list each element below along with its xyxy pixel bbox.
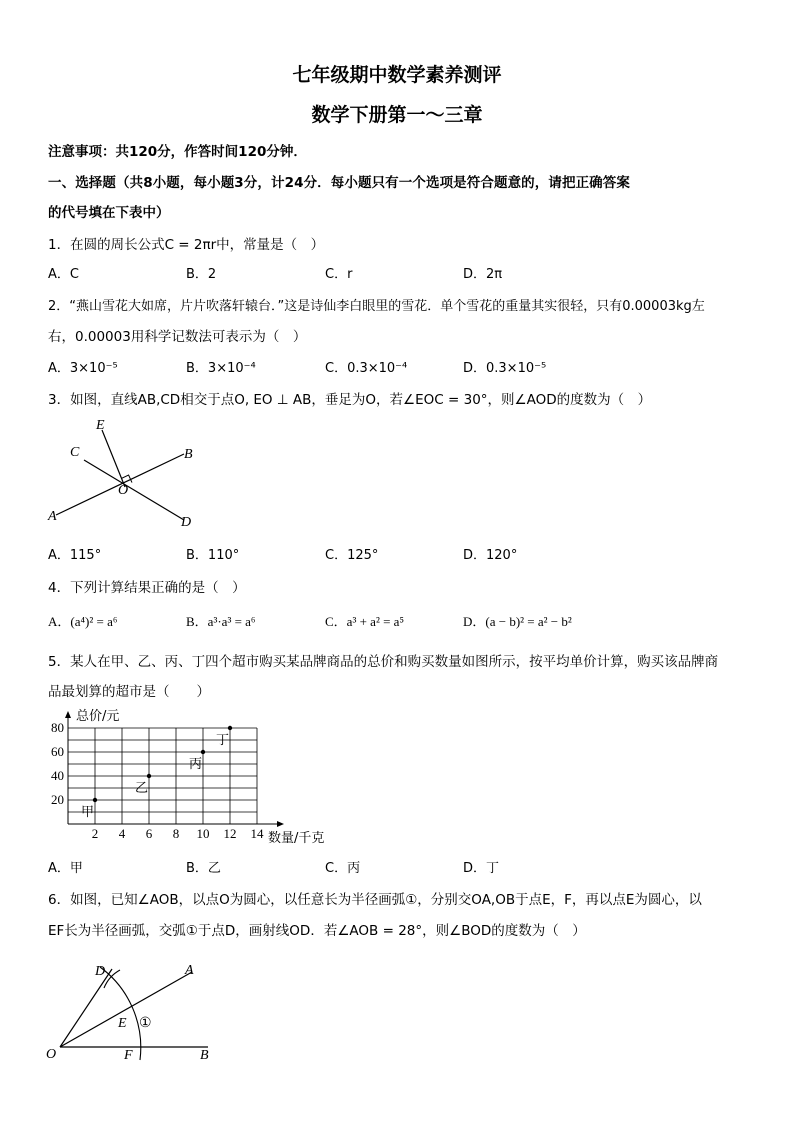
q3-option-a: A．115°	[48, 548, 102, 563]
y-tick-label: 20	[51, 792, 64, 807]
label-b: B	[200, 1048, 209, 1063]
q6-stem-line1: 6．如图，已知∠AOB，以点O为圆心，以任意长为半径画弧①，分别交OA,OB于点E，F，再以点E为圆心，以	[48, 892, 702, 908]
section-heading-line1: 一、选择题（共8小题，每小题3分，计24分．每小题只有一个选项是符合题意的，请把正确答案	[48, 175, 630, 191]
q4-option-d: D．(a − b)² = a² − b²	[463, 614, 572, 629]
x-axis-arrow	[277, 821, 284, 827]
q1-option-a: A．C	[48, 267, 79, 282]
notice: 注意事项：共120分，作答时间120分钟．	[48, 144, 307, 160]
x-tick-label: 12	[223, 826, 237, 841]
q5-stem-line1: 5．某人在甲、乙、丙、丁四个超市购买某品牌商品的总价和购买数量如图所示，按平均单价计算，购买该品牌商	[48, 654, 719, 670]
label-e: E	[118, 1016, 127, 1031]
y-tick-label: 40	[51, 768, 64, 783]
label-o: O	[118, 483, 129, 498]
q5-option-b: B．乙	[186, 861, 221, 876]
label-e: E	[96, 418, 105, 433]
q6-stem-line2: EF长为半径画弧，交弧①于点D，画射线OD．若∠AOB = 28°，则∠BOD的度数为（ ）	[48, 923, 586, 939]
line-cd	[84, 460, 184, 520]
q5-chart	[40, 702, 340, 852]
data-point	[201, 750, 205, 754]
chart-ticks	[51, 720, 264, 841]
label-f: F	[124, 1048, 133, 1063]
q4-option-c: C．a³ + a² = a⁵	[325, 614, 404, 629]
point-label: 乙	[135, 781, 149, 796]
section-heading-line2: 的代号填在下表中）	[48, 205, 170, 221]
y-tick-label: 60	[51, 744, 64, 759]
q4-stem: 4．下列计算结果正确的是（ ）	[48, 580, 246, 596]
q4-option-b: B．a³·a³ = a⁶	[186, 614, 256, 629]
label-arc-1: ①	[139, 1016, 152, 1031]
q2-option-b: B．3×10⁻⁴	[186, 361, 256, 376]
q3-option-b: B．110°	[186, 548, 240, 563]
x-tick-label: 2	[91, 826, 99, 841]
exam-subtitle: 数学下册第一～三章	[311, 104, 483, 126]
q3-figure	[44, 412, 214, 532]
data-point	[228, 726, 232, 730]
exam-title: 七年级期中数学素养测评	[292, 64, 502, 86]
q1-stem: 1．在圆的周长公式C = 2πr中，常量是（ ）	[48, 237, 325, 253]
q2-option-c: C．0.3×10⁻⁴	[325, 361, 408, 376]
data-point	[147, 774, 151, 778]
q2-stem-line1: 2．“燕山雪花大如席，片片吹落轩辕台．”这是诗仙李白眼里的雪花．单个雪花的重量其实很轻，只有0.00003kg左	[48, 299, 705, 314]
ray-oa	[60, 972, 192, 1047]
chart-axes	[65, 711, 284, 827]
q1-option-d: D．2π	[463, 267, 503, 282]
label-a: A	[185, 963, 194, 978]
label-b: B	[184, 447, 193, 462]
arc-1	[100, 967, 141, 1060]
label-o: O	[46, 1047, 57, 1062]
x-tick-label: 8	[172, 826, 180, 841]
label-d: D	[95, 964, 106, 979]
q3-option-c: C．125°	[325, 548, 379, 563]
q5-option-c: C．丙	[325, 861, 361, 876]
label-c: C	[70, 445, 80, 460]
q5-option-a: A．甲	[48, 861, 83, 876]
label-d: D	[181, 515, 192, 530]
q4-option-a: A．(a⁴)² = a⁶	[48, 614, 118, 629]
q3-option-d: D．120°	[463, 548, 518, 563]
data-point	[93, 798, 97, 802]
x-tick-label: 14	[250, 826, 264, 841]
point-label: 甲	[81, 805, 95, 820]
point-label: 丙	[189, 757, 203, 772]
q6-figure	[40, 952, 230, 1067]
q1-option-c: C．r	[325, 267, 353, 282]
q2-stem-line2: 右，0.00003用科学记数法可表示为（ ）	[48, 329, 307, 345]
chart-x-label: 数量/千克	[268, 831, 325, 846]
y-axis-arrow	[65, 711, 71, 718]
q2-option-a: A．3×10⁻⁵	[48, 361, 118, 376]
label-a: A	[48, 509, 57, 524]
q5-option-d: D．丁	[463, 861, 500, 876]
q5-stem-line2: 品最划算的超市是（ ）	[48, 684, 210, 700]
x-tick-label: 10	[196, 826, 210, 841]
y-tick-label: 80	[51, 720, 64, 735]
q3-stem: 3．如图，直线AB,CD相交于点O, EO ⊥ AB，垂足为O，若∠EOC = 30°，则∠AOD的度数为（ ）	[48, 392, 652, 408]
q2-option-d: D．0.3×10⁻⁵	[463, 361, 547, 376]
chart-y-label: 总价/元	[76, 709, 120, 724]
x-tick-label: 4	[118, 826, 126, 841]
ray-od	[60, 969, 112, 1047]
x-tick-label: 6	[145, 826, 153, 841]
point-label: 丁	[216, 733, 230, 748]
q1-option-b: B．2	[186, 267, 217, 282]
